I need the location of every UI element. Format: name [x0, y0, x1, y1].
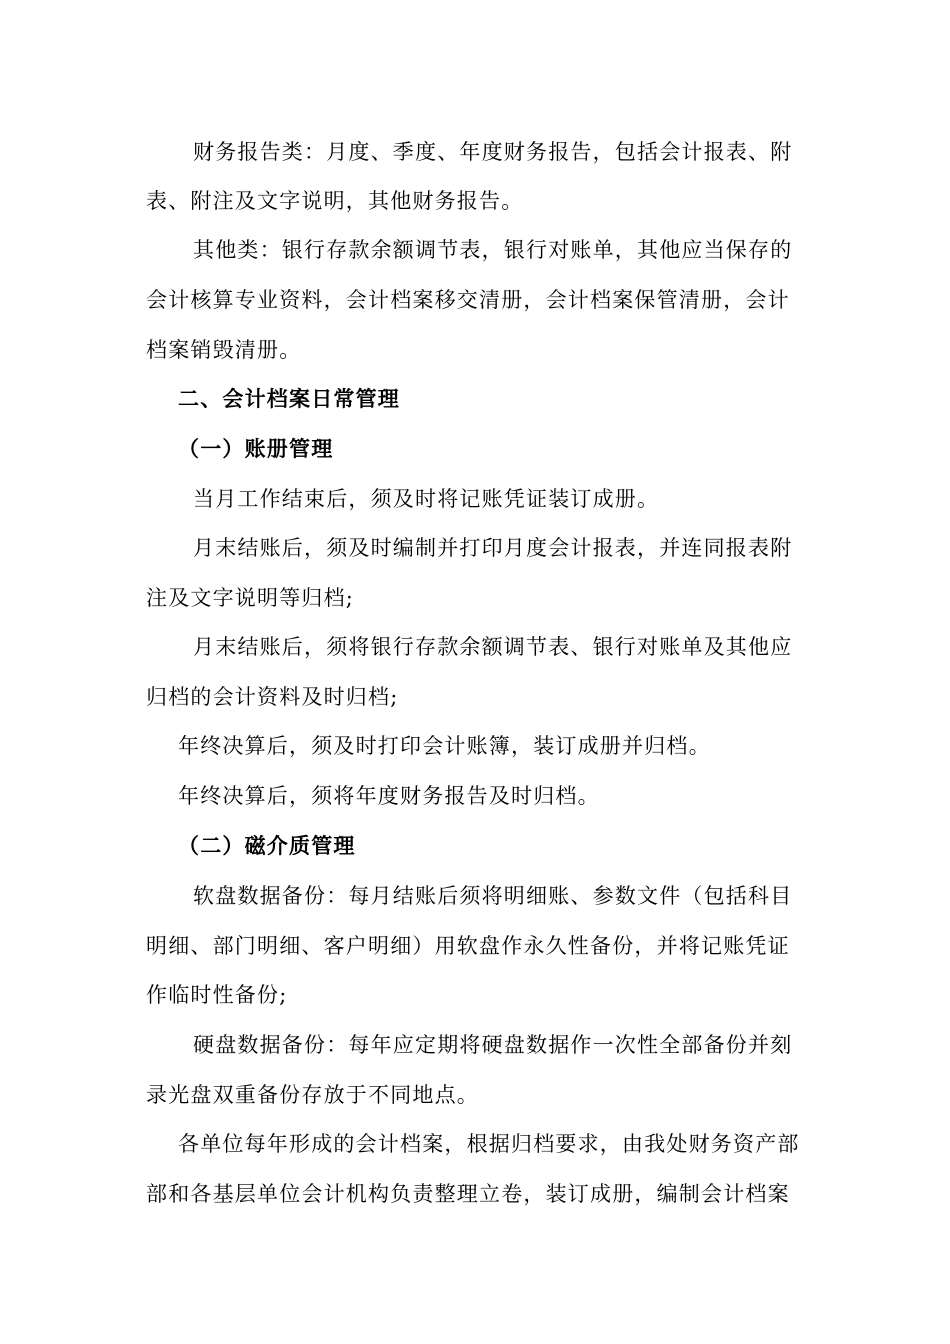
- section-heading: 二、会计档案日常管理: [178, 386, 400, 411]
- subsection-heading: （二）磁介质管理: [178, 833, 356, 858]
- paragraph-line: 会计核算专业资料，会计档案移交清册，会计档案保管清册，会计: [146, 288, 790, 312]
- subsection-heading: （一）账册管理: [178, 436, 334, 461]
- paragraph-line: 其他类：银行存款余额调节表，银行对账单，其他应当保存的: [193, 238, 793, 262]
- paragraph-line: 年终决算后，须及时打印会计账簿，装订成册并归档。: [178, 734, 711, 758]
- paragraph-line: 硬盘数据备份：每年应定期将硬盘数据作一次性全部备份并刻: [193, 1033, 793, 1057]
- paragraph-line: 软盘数据备份：每月结账后须将明细账、参数文件（包括科目: [193, 884, 793, 908]
- paragraph-line: 部和各基层单位会计机构负责整理立卷，装订成册，编制会计档案: [146, 1182, 790, 1206]
- paragraph-line: 注及文字说明等归档;: [146, 586, 355, 610]
- paragraph-line: 当月工作结束后，须及时将记账凭证装订成册。: [193, 487, 660, 511]
- paragraph-line: 财务报告类：月度、季度、年度财务报告，包括会计报表、附: [193, 140, 793, 164]
- paragraph-line: 月末结账后，须及时编制并打印月度会计报表，并连同报表附: [193, 536, 793, 560]
- paragraph-line: 年终决算后，须将年度财务报告及时归档。: [178, 784, 600, 808]
- paragraph-line: 作临时性备份;: [146, 983, 288, 1007]
- paragraph-line: 档案销毁清册。: [146, 338, 302, 362]
- paragraph-line: 各单位每年形成的会计档案，根据归档要求，由我处财务资产部: [178, 1132, 800, 1156]
- paragraph-line: 明细、部门明细、客户明细）用软盘作永久性备份，并将记账凭证: [146, 934, 790, 958]
- paragraph-line: 录光盘双重备份存放于不同地点。: [146, 1083, 479, 1107]
- paragraph-line: 月末结账后，须将银行存款余额调节表、银行对账单及其他应: [193, 635, 793, 659]
- paragraph-line: 归档的会计资料及时归档;: [146, 685, 399, 709]
- paragraph-line: 表、附注及文字说明，其他财务报告。: [146, 189, 524, 213]
